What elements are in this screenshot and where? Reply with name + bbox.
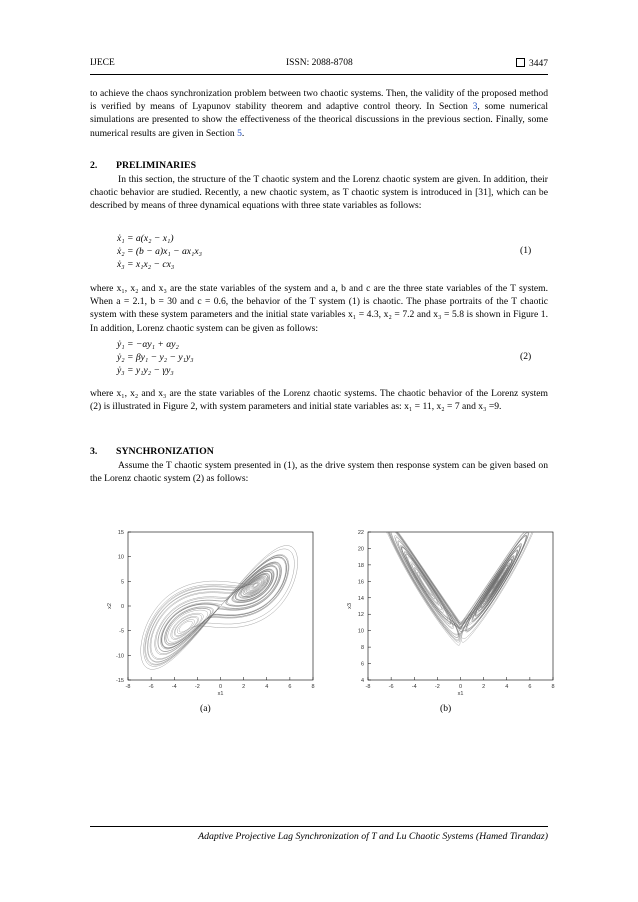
equation-2-line-3: ẏ₃ = y₁y₂ − γy₃ <box>117 365 174 377</box>
plot_a-xtick-label: -6 <box>148 684 154 690</box>
plot_a-ytick-label: -15 <box>116 678 124 684</box>
section-5-link[interactable]: 5 <box>237 127 242 139</box>
plot_b-ytick-label: 20 <box>357 546 364 553</box>
equation-1-line-1: ẋ₁ = a(x₂ − x₁) <box>117 233 174 244</box>
plot_a-xtick-label: 6 <box>288 684 292 690</box>
header-rule <box>90 74 548 75</box>
figure-label-a: (a) <box>200 703 211 714</box>
section-3-heading <box>90 446 214 457</box>
intro-text-3: . <box>241 127 245 139</box>
plot_a-axes-box <box>128 532 313 680</box>
checkbox-icon <box>516 58 525 67</box>
section-2-number: 2. <box>90 160 98 171</box>
plot_b-ytick-label: 10 <box>357 628 364 635</box>
plot_b-xtick-label: 6 <box>528 684 532 690</box>
page-number-wrap <box>516 58 548 69</box>
plot_a-xtick-label: 0 <box>218 684 223 690</box>
intro-paragraph <box>90 87 548 140</box>
issn: ISSN: 2088-8708 <box>286 58 353 68</box>
equation-1-line-3: ẋ₃ = x₁x₂ − cx₃ <box>117 259 175 271</box>
plot_a-xtick-label: 8 <box>311 684 315 690</box>
section-2-title: PRELIMINARIES <box>116 160 197 171</box>
running-footer: Adaptive Projective Lag Synchronization of T and Lu Chaotic Systems (Hamed Tirandaz) <box>198 831 548 842</box>
plot_b-xtick-label: 8 <box>551 684 555 690</box>
equation-2 <box>117 338 194 378</box>
equation-1-line-2: ẋ₂ = (b − a)x₁ − ax₁x₃ <box>117 246 202 258</box>
plot_b-ytick-label: 18 <box>357 562 364 569</box>
section-3-title: SYNCHRONIZATION <box>116 446 214 457</box>
plot_b-xtick-label: -2 <box>434 684 440 690</box>
figure-label-b: (b) <box>440 703 452 714</box>
plot_a-xtick-label: 4 <box>265 684 269 690</box>
plot_b-xtick-label: 0 <box>458 684 463 690</box>
plot_a-ylabel: x2 <box>107 603 113 609</box>
plot_a-xtick-label: 2 <box>242 684 246 690</box>
plot_a-ytick-label: -5 <box>119 628 124 635</box>
plot_b-xtick-label: -4 <box>411 684 417 690</box>
section-2-paragraph-2: where x₁, x₂ and x₃ are the state variables of the system and a, b and c are the three state variables of the T system. When a = 2.1, b = 30 and c = 0.6, the behavior of the T system (1) is chaotic. The phase portraits of the T chaotic system with these system parameters and the initial state variables x₁ = 4.3, x₂ = 7.2 and x₃ = 5.8 is shown in Figure 1. In addition, Lorenz chaotic system can be given as follows: <box>90 283 548 334</box>
plot_b-ytick-label: 8 <box>360 645 364 652</box>
equation-2-line-1: ẏ₁ = −αy₁ + αy₂ <box>117 339 179 350</box>
equation-2-number: (2) <box>520 351 532 362</box>
equation-1 <box>117 232 202 272</box>
plot-a <box>107 530 315 697</box>
equation-2-line-2: ẏ₂ = βy₁ − y₂ − y₁y₃ <box>117 352 194 364</box>
section-2-heading <box>90 160 196 171</box>
figure-plots <box>0 520 638 720</box>
plot_a-xtick-label: -4 <box>171 684 177 690</box>
plot_b-xtick-label: 4 <box>505 684 509 690</box>
plot_b-ytick-label: 4 <box>360 678 364 684</box>
section-2-paragraph-3: where x₁, x₂ and x₃ are the state variables of the Lorenz chaotic systems. The chaotic behavior of the Lorenz system (2) is illustrated in Figure 2, with system parameters and initial state variables as: x₁ = 11, x₂ = 7 and x₃ =9. <box>90 388 548 413</box>
plot_a-ytick-label: 5 <box>120 579 124 586</box>
plot_a-ytick-label: -10 <box>116 653 124 660</box>
plot_b-xtick-label: -6 <box>388 684 394 690</box>
journal-name: IJECE <box>90 58 115 68</box>
plot_b-ylabel: x3 <box>347 603 353 609</box>
section-3-paragraph-1: Assume the T chaotic system presented in (1), as the drive system then response system can be given based on the Lorenz chaotic system (2) as follows: <box>90 460 548 485</box>
plot-b <box>347 530 555 697</box>
footer-rule <box>90 826 548 827</box>
plot_b-xlabel: x1 <box>457 691 464 697</box>
plot_a-xlabel: x1 <box>217 691 224 697</box>
plot_a-xtick-label: -8 <box>125 684 131 690</box>
equation-1-number: (1) <box>520 245 532 256</box>
plot_b-ytick-label: 16 <box>357 579 364 586</box>
plot_a-xtick-label: -2 <box>194 684 200 690</box>
plot_b-ytick-label: 22 <box>357 530 364 536</box>
plot_b-ytick-label: 6 <box>360 661 364 668</box>
plot_b-ytick-label: 12 <box>357 612 364 619</box>
section-3-number: 3. <box>90 446 98 457</box>
plot_a-ytick-label: 15 <box>117 530 124 536</box>
plot_a-ytick-label: 0 <box>120 604 124 610</box>
section-3-link[interactable]: 3 <box>472 101 478 113</box>
plot_b-axes-box <box>368 532 553 680</box>
page-number: 3447 <box>529 59 548 69</box>
plot_b-xtick-label: -8 <box>365 684 371 690</box>
intro-text-1: to achieve the chaos synchronization problem between two chaotic systems. Then, the validity of the proposed method is verified by means of Lyapunov stability theorem and adaptive control theory. In Section <box>90 88 548 113</box>
intro-text-2: , some numerical simulations are presented to show the effectiveness of the theorical discussions in the previous section. Finally, some numerical results are given in Section <box>90 101 548 139</box>
plot_b-ytick-label: 14 <box>357 595 364 602</box>
plot_a-ytick-label: 10 <box>117 554 124 561</box>
section-2-paragraph-1: In this section, the structure of the T chaotic system and the Lorenz chaotic system are given. In addition, their chaotic behavior are studied. Recently, a new chaotic system, as T chaotic system is introduced in [31], which can be described by means of three dynamical equations with three state variables as follows: <box>90 174 548 212</box>
plot_b-xtick-label: 2 <box>482 684 486 690</box>
